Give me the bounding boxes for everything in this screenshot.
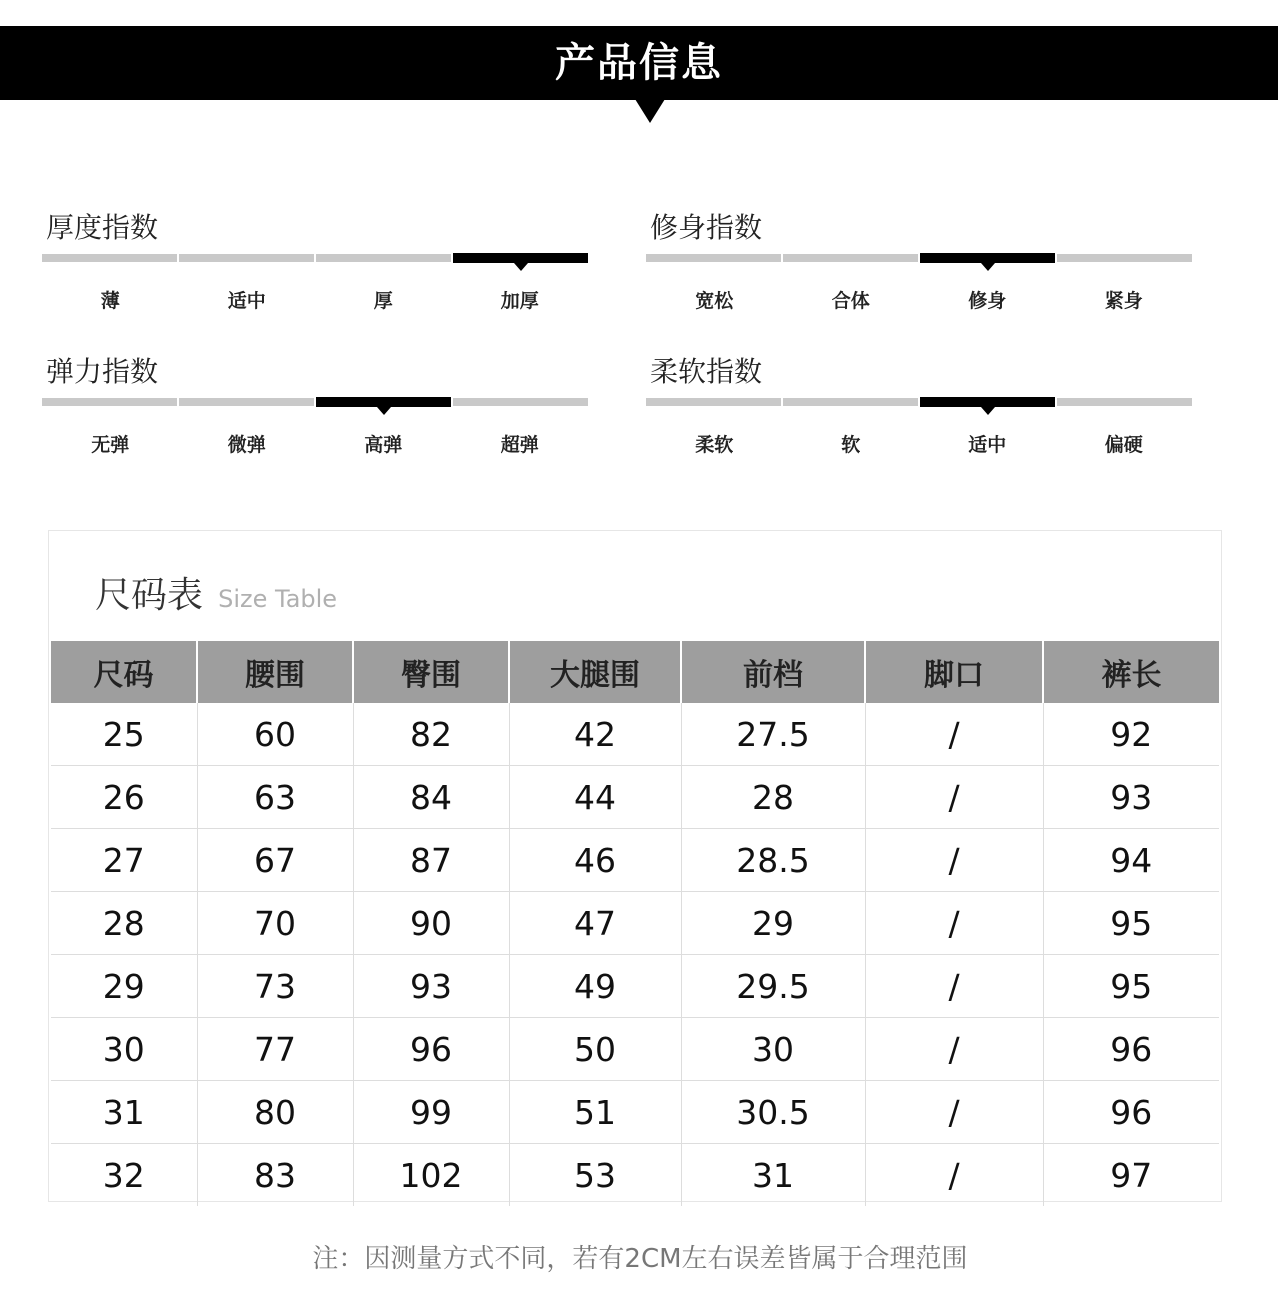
index-option-label: 适中 <box>227 290 266 312</box>
table-cell: / <box>865 1081 1043 1144</box>
banner-notch <box>635 99 665 123</box>
table-cell: 93 <box>1043 766 1219 829</box>
index-option-label: 合体 <box>831 290 870 312</box>
table-cell: 47 <box>509 892 681 955</box>
index-fit <box>646 208 1192 318</box>
index-labels <box>646 286 1192 313</box>
index-segment <box>179 254 314 262</box>
table-cell: 25 <box>51 703 197 766</box>
table-cell: 90 <box>353 892 509 955</box>
index-segment <box>42 254 177 262</box>
index-elasticity <box>42 352 588 462</box>
column-header: 裤长 <box>1043 641 1219 703</box>
index-scale-bar <box>42 398 588 406</box>
table-row <box>51 766 1219 829</box>
column-header: 尺码 <box>51 641 197 703</box>
index-segment-selected <box>453 253 588 263</box>
table-cell: 29 <box>51 955 197 1018</box>
table-cell: 94 <box>1043 829 1219 892</box>
table-cell: 29.5 <box>681 955 865 1018</box>
table-cell: 102 <box>353 1144 509 1207</box>
table-cell: 31 <box>51 1081 197 1144</box>
table-cell: / <box>865 766 1043 829</box>
index-option-label: 紧身 <box>1104 290 1143 312</box>
table-cell: 84 <box>353 766 509 829</box>
index-option-label: 薄 <box>100 290 120 312</box>
index-thickness <box>42 208 588 318</box>
index-option-label: 适中 <box>968 434 1007 456</box>
table-cell: 51 <box>509 1081 681 1144</box>
index-option-label: 修身 <box>968 290 1007 312</box>
index-segment <box>1057 398 1192 406</box>
index-title: 厚度指数 <box>46 211 159 244</box>
table-cell: 83 <box>197 1144 353 1207</box>
table-cell: 50 <box>509 1018 681 1081</box>
table-cell: 80 <box>197 1081 353 1144</box>
table-cell: 28 <box>681 766 865 829</box>
table-cell: / <box>865 955 1043 1018</box>
measurement-note: 注：因测量方式不同，若有2CM左右误差皆属于合理范围 <box>312 1244 968 1274</box>
table-cell: 97 <box>1110 1155 1153 1195</box>
index-segment <box>646 398 781 406</box>
table-cell: / <box>865 892 1043 955</box>
index-option-label: 宽松 <box>695 290 734 312</box>
banner-title: 产品信息 <box>555 40 723 86</box>
table-cell: 77 <box>197 1018 353 1081</box>
column-header: 前档 <box>681 641 865 703</box>
column-header: 臀围 <box>353 641 509 703</box>
table-row <box>51 1081 1219 1144</box>
index-labels <box>42 286 588 313</box>
index-segment <box>783 398 918 406</box>
table-cell: 26 <box>51 766 197 829</box>
index-scale-bar <box>646 254 1192 262</box>
table-cell: 42 <box>509 703 681 766</box>
index-labels <box>646 430 1192 457</box>
table-cell: 28.5 <box>681 829 865 892</box>
table-cell: 96 <box>1043 1081 1219 1144</box>
table-cell: 28 <box>51 892 197 955</box>
size-table-subtitle: Size Table <box>218 585 338 613</box>
index-option-label: 软 <box>841 434 861 456</box>
table-cell: 67 <box>197 829 353 892</box>
table-cell: 99 <box>353 1081 509 1144</box>
table-cell: 44 <box>509 766 681 829</box>
product-info-banner <box>0 26 1278 100</box>
table-cell: 30.5 <box>681 1081 865 1144</box>
index-option-label: 高弹 <box>364 434 403 456</box>
index-softness <box>646 352 1192 462</box>
table-cell: 96 <box>353 1018 509 1081</box>
index-segment-selected <box>316 397 451 407</box>
table-cell: 27.5 <box>681 703 865 766</box>
table-cell: 63 <box>197 766 353 829</box>
table-cell: 32 <box>51 1144 197 1207</box>
size-table-title: 尺码表 <box>95 575 204 616</box>
index-segment-selected <box>920 253 1055 263</box>
table-cell: 95 <box>1043 892 1219 955</box>
table-cell: / <box>865 1144 1043 1207</box>
table-cell: 30 <box>681 1018 865 1081</box>
table-cell: 30 <box>51 1018 197 1081</box>
table-cell: 31 <box>681 1144 865 1207</box>
table-cell: 95 <box>1043 955 1219 1018</box>
index-title: 修身指数 <box>650 211 763 244</box>
table-row <box>51 892 1219 955</box>
index-option-label: 厚 <box>373 290 393 312</box>
table-row <box>51 1018 1219 1081</box>
column-header: 大腿围 <box>509 641 681 703</box>
table-cell: 73 <box>197 955 353 1018</box>
index-segment <box>316 254 451 262</box>
index-scale-bar <box>42 254 588 262</box>
size-table-body <box>51 703 1219 1206</box>
index-scale-bar <box>646 398 1192 406</box>
table-cell: 46 <box>509 829 681 892</box>
size-table <box>51 641 1219 1206</box>
column-header: 脚口 <box>865 641 1043 703</box>
index-title: 柔软指数 <box>650 355 763 388</box>
table-cell: 60 <box>197 703 353 766</box>
table-cell: / <box>865 829 1043 892</box>
table-cell: 92 <box>1043 703 1219 766</box>
index-option-label: 超弹 <box>500 434 539 456</box>
index-segment <box>42 398 177 406</box>
table-cell: / <box>865 1018 1043 1081</box>
table-header-row <box>51 641 1219 703</box>
index-segment-selected <box>920 397 1055 407</box>
index-option-label: 柔软 <box>695 434 734 456</box>
index-segment <box>646 254 781 262</box>
index-title: 弹力指数 <box>46 355 159 388</box>
table-row <box>51 1144 1219 1207</box>
table-row <box>51 703 1219 766</box>
index-segment <box>1057 254 1192 262</box>
index-option-label: 加厚 <box>500 290 539 312</box>
index-segment <box>453 398 588 406</box>
table-row <box>51 955 1219 1018</box>
table-cell: 53 <box>509 1144 681 1207</box>
column-header: 腰围 <box>197 641 353 703</box>
table-cell: 29 <box>681 892 865 955</box>
table-row <box>51 829 1219 892</box>
table-cell: 49 <box>509 955 681 1018</box>
size-table-card <box>48 530 1222 1202</box>
table-cell: 82 <box>353 703 509 766</box>
table-cell: 70 <box>197 892 353 955</box>
index-segment <box>783 254 918 262</box>
index-option-label: 偏硬 <box>1104 434 1143 456</box>
table-cell: 27 <box>51 829 197 892</box>
size-table-heading <box>95 567 337 618</box>
index-option-label: 无弹 <box>91 434 130 456</box>
index-segment <box>179 398 314 406</box>
table-cell: 93 <box>353 955 509 1018</box>
index-option-label: 微弹 <box>227 434 266 456</box>
table-cell: / <box>865 703 1043 766</box>
index-labels <box>42 430 588 457</box>
table-cell: 96 <box>1043 1018 1219 1081</box>
table-cell: 87 <box>353 829 509 892</box>
